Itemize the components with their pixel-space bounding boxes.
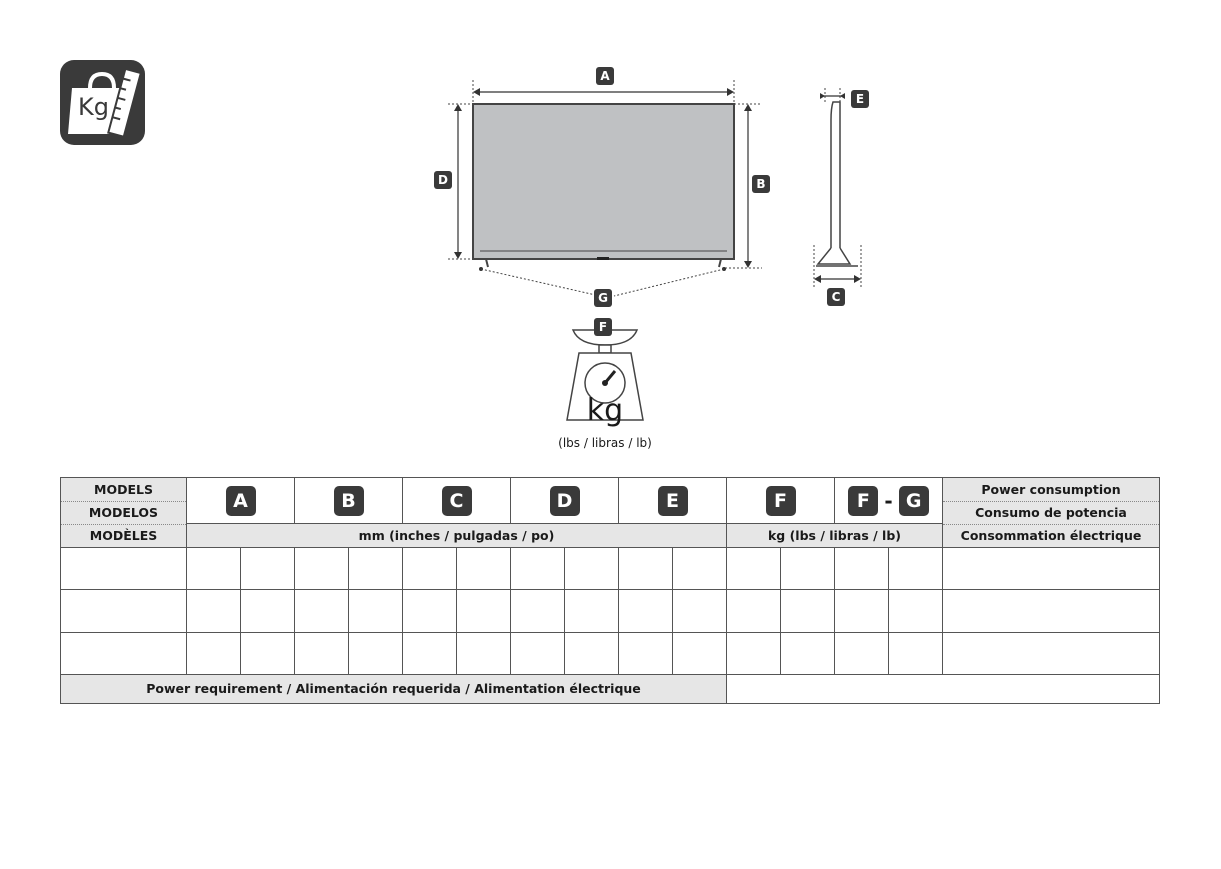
- models-en: MODELS: [61, 479, 186, 502]
- col-e-header: E: [619, 478, 727, 524]
- label-b: B: [752, 175, 770, 193]
- col-b-header: B: [295, 478, 403, 524]
- kg-units-header: kg (lbs / libras / lb): [727, 524, 943, 548]
- tv-side-diagram: [800, 80, 880, 290]
- scale-unit: kg: [586, 393, 624, 428]
- label-a: A: [596, 67, 614, 85]
- mm-units-header: mm (inches / pulgadas / po): [187, 524, 727, 548]
- power-requirement-value: [727, 674, 1160, 703]
- tv-front-diagram: [440, 60, 780, 310]
- models-fr: MODÈLES: [89, 527, 158, 543]
- col-fg-header: F - G: [835, 478, 943, 524]
- label-f: F: [594, 318, 612, 336]
- label-g: G: [594, 289, 612, 307]
- col-a-header: A: [187, 478, 295, 524]
- power-consumption-fr: Consommation électrique: [960, 527, 1142, 543]
- col-c-header: C: [403, 478, 511, 524]
- scale-caption: (lbs / libras / lb): [558, 436, 652, 450]
- weight-size-icon: [60, 60, 145, 145]
- table-row: [61, 590, 1160, 632]
- icon-kg-text: Kg: [78, 93, 109, 121]
- label-d: D: [434, 171, 452, 189]
- models-es: MODELOS: [61, 502, 186, 525]
- label-c: C: [827, 288, 845, 306]
- table-row: [61, 632, 1160, 674]
- col-d-header: D: [511, 478, 619, 524]
- power-consumption-en: Power consumption: [943, 479, 1159, 502]
- col-f-header: F: [727, 478, 835, 524]
- power-consumption-es: Consumo de potencia: [943, 502, 1159, 525]
- models-header: [61, 478, 187, 548]
- power-requirement-label: Power requirement / Alimentación requerida / Alimentation électrique: [61, 674, 727, 703]
- power-consumption-header: [943, 478, 1160, 548]
- spec-table: [60, 477, 1160, 704]
- label-e: E: [851, 90, 869, 108]
- table-row: [61, 548, 1160, 590]
